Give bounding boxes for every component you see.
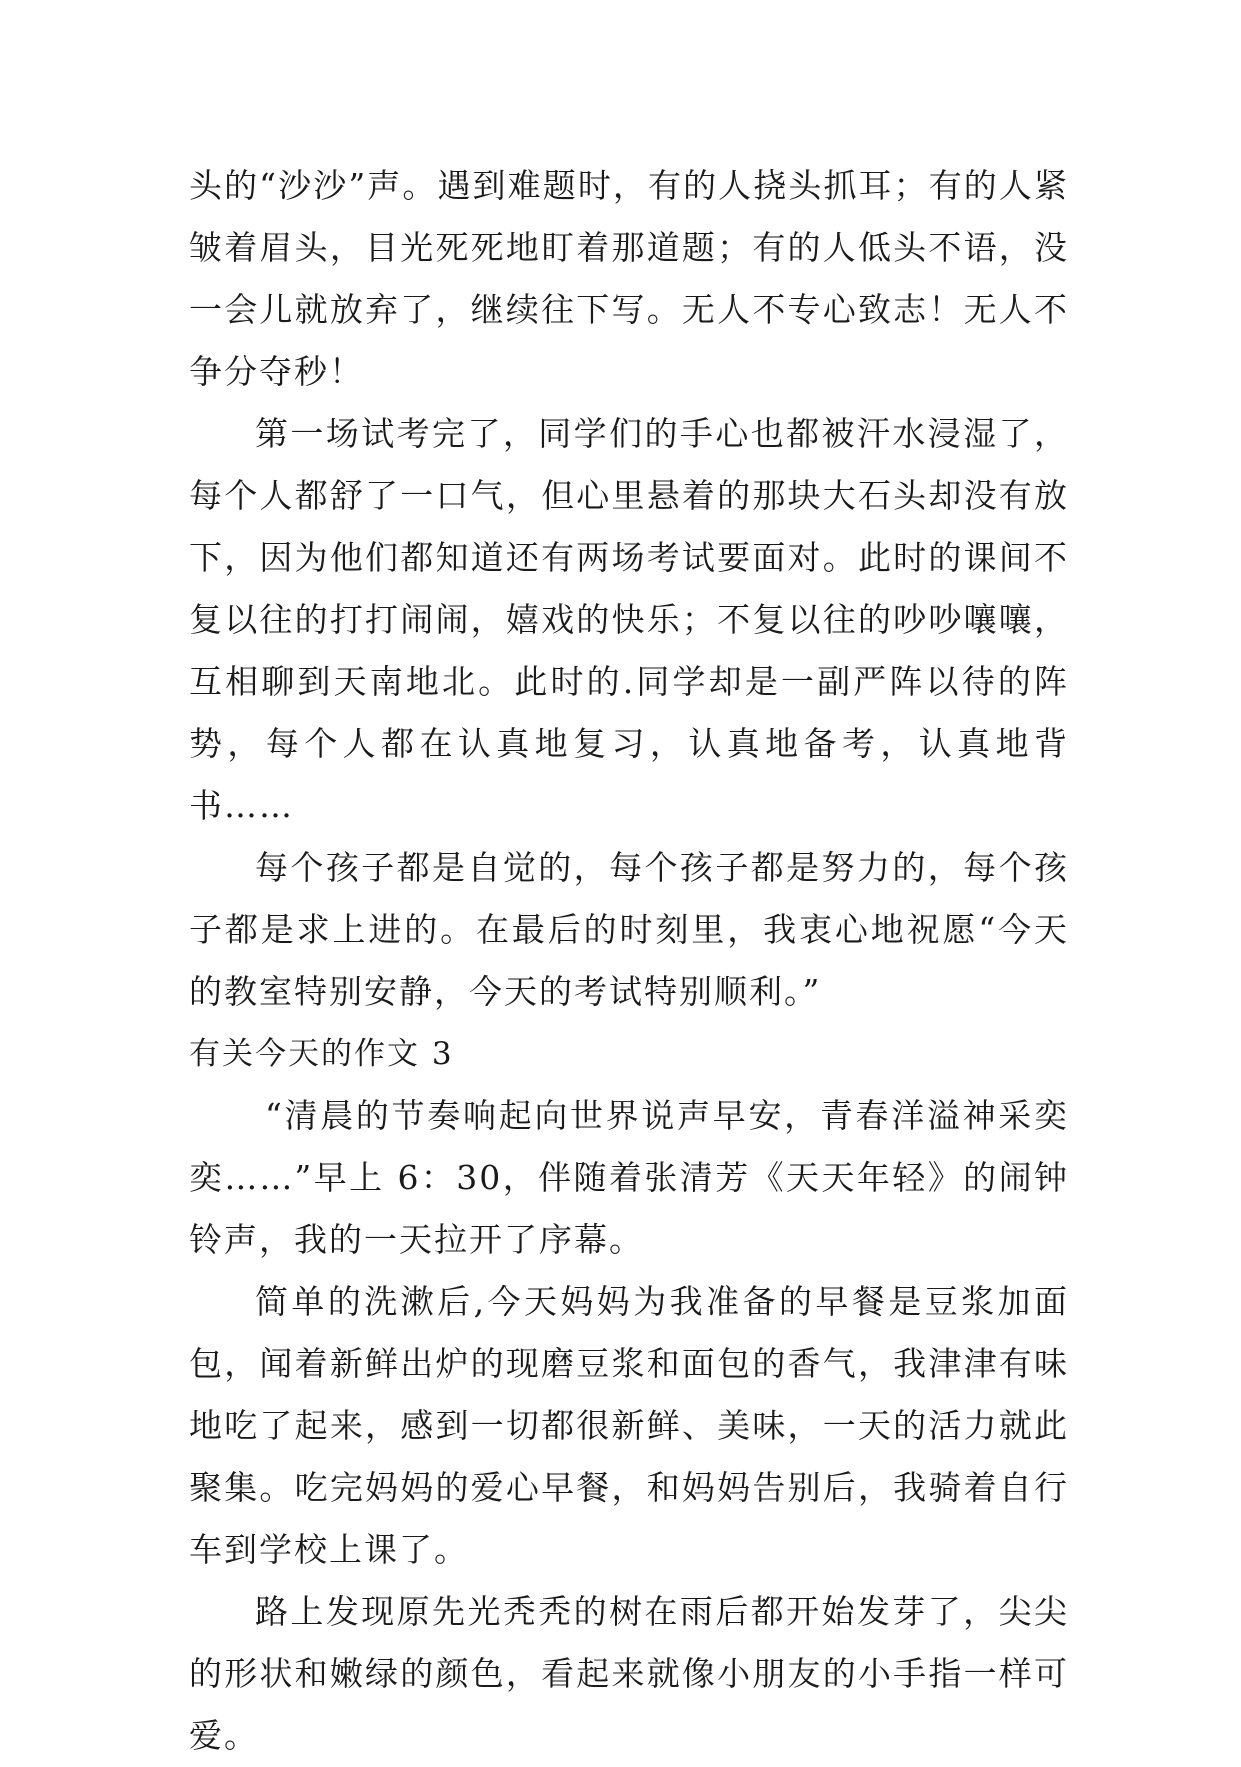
paragraph-every-child: 每个孩子都是自觉的，每个孩子都是努力的，每个孩子都是求上进的。在最后的时刻里，我衷心地祝愿“今天的教室特别安静，今天的考试特别顺利。” bbox=[189, 848, 1069, 1011]
paragraph-breakfast: 简单的洗漱后,今天妈妈为我准备的早餐是豆浆加面包，闻着新鲜出炉的现磨豆浆和面包的香气，我津津有味地吃了起来，感到一切都很新鲜、美味，一天的活力就此聚集。吃完妈妈的爱心早餐，和妈妈告别后，我骑着自行车到学校上课了。 bbox=[189, 1282, 1069, 1569]
section-heading: 有关今天的作文 3 bbox=[189, 1036, 454, 1072]
document-body bbox=[189, 155, 1069, 1767]
paragraph-road-trees: 路上发现原先光秃秃的树在雨后都开始发芽了，尖尖的形状和嫩绿的颜色，看起来就像小朋友的小手指一样可爱。 bbox=[189, 1592, 1069, 1755]
paragraph-morning-alarm: “清晨的节奏响起向世界说声早安，青春洋溢神采奕奕……”早上 6：30，伴随着张清芳《天天年轻》的闹钟铃声，我的一天拉开了序幕。 bbox=[189, 1096, 1069, 1259]
paragraph-first-exam-finished: 第一场试考完了，同学们的手心也都被汗水浸湿了，每个人都舒了一口气，但心里悬着的那块大石头却没有放下，因为他们都知道还有两场考试要面对。此时的课间不复以往的打打闹闹，嬉戏的快乐；不复以往的吵吵嚷嚷，互相聊到天南地北。此时的.同学却是一副严阵以待的阵势，每个人都在认真地复习，认真地备考，认真地背书…… bbox=[189, 414, 1069, 825]
paragraph-exam-focus: 头的“沙沙”声。遇到难题时，有的人挠头抓耳；有的人紧皱着眉头，目光死死地盯着那道题；有的人低头不语，没一会儿就放弃了，继续往下写。无人不专心致志！无人不争分夺秒！ bbox=[189, 166, 1069, 391]
